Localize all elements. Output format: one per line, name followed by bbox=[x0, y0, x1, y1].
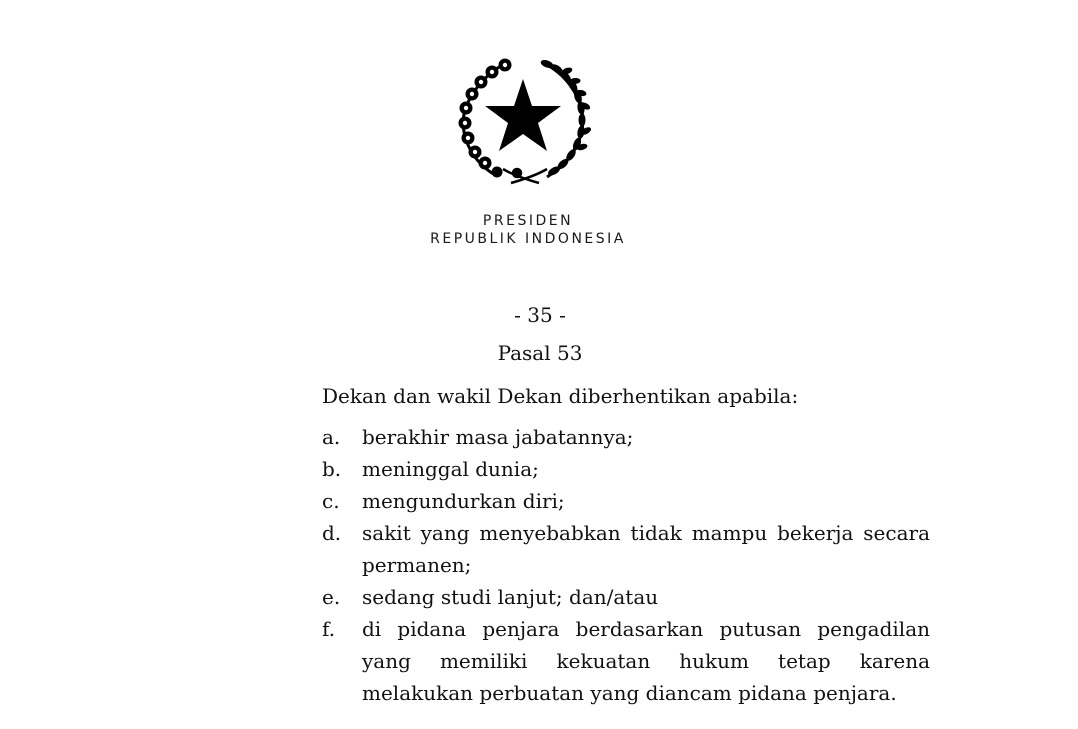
list-marker: b. bbox=[322, 457, 342, 481]
list-marker: a. bbox=[322, 425, 341, 449]
list-item-text: sedang studi lanjut; dan/atau bbox=[362, 585, 659, 609]
list-item-text: sakit yang menyebabkan tidak mampu bekerja secara permanen; bbox=[362, 521, 930, 577]
letterhead-line-president: PRESIDEN bbox=[482, 213, 574, 229]
list-item bbox=[322, 613, 930, 709]
list-item-text: di pidana penjara berdasarkan putusan pengadilan yang memiliki kekuatan hukum tetap karena melakukan perbuatan yang diancam pidana penjara. bbox=[362, 617, 930, 705]
rice-wreath bbox=[540, 59, 591, 177]
list-marker: d. bbox=[322, 521, 342, 545]
article-intro: Dekan dan wakil Dekan diberhentikan apabila: bbox=[322, 384, 799, 408]
list-item bbox=[322, 453, 930, 485]
list-item bbox=[322, 581, 930, 613]
list-item bbox=[322, 517, 930, 581]
list-item-text: meninggal dunia; bbox=[362, 457, 539, 481]
crossed-stems bbox=[503, 169, 547, 183]
list-marker: c. bbox=[322, 489, 340, 513]
presidential-emblem bbox=[455, 55, 591, 185]
article-list bbox=[322, 421, 930, 709]
star-icon bbox=[485, 79, 561, 151]
list-item bbox=[322, 485, 930, 517]
article-title: Pasal 53 bbox=[497, 341, 583, 365]
letterhead-line-republic: REPUBLIK INDONESIA bbox=[430, 231, 626, 247]
list-item-text: mengundurkan diri; bbox=[362, 489, 565, 513]
list-item bbox=[322, 421, 930, 453]
list-marker: e. bbox=[322, 585, 341, 609]
page-number: - 35 - bbox=[514, 303, 566, 327]
letterhead bbox=[400, 212, 656, 248]
list-item-text: berakhir masa jabatannya; bbox=[362, 425, 634, 449]
list-marker: f. bbox=[322, 617, 336, 641]
